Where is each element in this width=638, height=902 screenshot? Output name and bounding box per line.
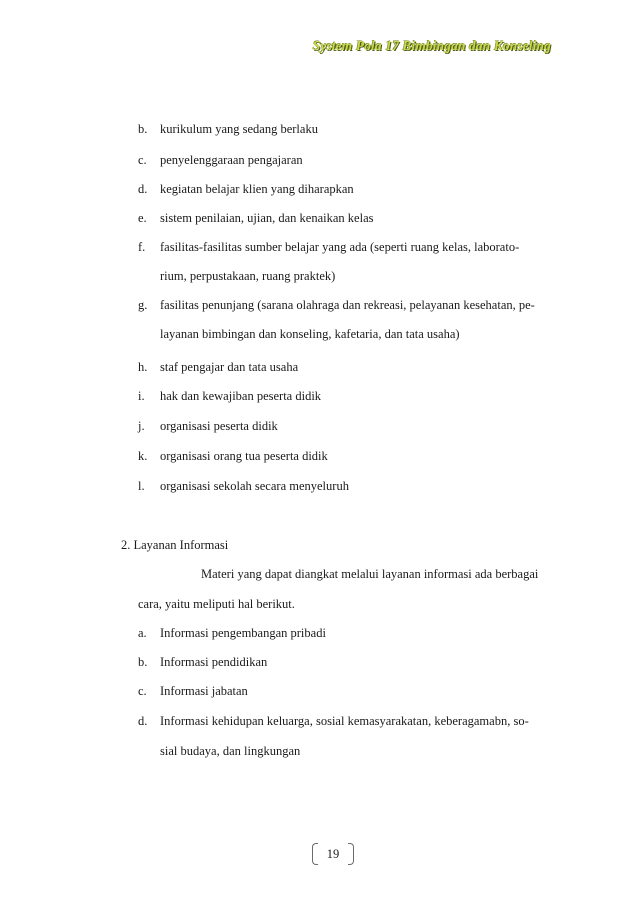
list-item-text-continued: sial budaya, dan lingkungan: [160, 744, 301, 758]
list-item-letter: k.: [138, 449, 148, 463]
list-item-text: Informasi pengembangan pribadi: [160, 626, 326, 640]
list-item-letter: e.: [138, 211, 147, 225]
list-item-letter: i.: [138, 389, 145, 403]
list-item-text: staf pengajar dan tata usaha: [160, 360, 299, 374]
list-item-text: kurikulum yang sedang berlaku: [160, 122, 318, 136]
paragraph-line: cara, yaitu meliputi hal berikut.: [138, 597, 295, 611]
page-number: 19: [326, 847, 340, 861]
right-bracket-icon: [348, 843, 354, 865]
list-item-text: Informasi jabatan: [160, 684, 248, 698]
list-item-text: hak dan kewajiban peserta didik: [160, 389, 322, 403]
list-item-text-continued: layanan bimbingan dan konseling, kafetaria, dan tata usaha): [160, 327, 460, 341]
list-item-text: organisasi sekolah secara menyeluruh: [160, 479, 349, 493]
list-item-text: kegiatan belajar klien yang diharapkan: [160, 182, 354, 196]
list-item-text: Informasi kehidupan keluarga, sosial kemasyarakatan, keberagamabn, so-: [160, 714, 529, 728]
list-item-text: sistem penilaian, ujian, dan kenaikan kelas: [160, 211, 374, 225]
list-item-letter: h.: [138, 360, 148, 374]
list-item-letter: d.: [138, 714, 148, 728]
list-item-text: penyelenggaraan pengajaran: [160, 153, 303, 167]
list-item-letter: c.: [138, 153, 147, 167]
paragraph-line: Materi yang dapat diangkat melalui layanan informasi ada berbagai: [201, 567, 539, 581]
list-item-text: organisasi orang tua peserta didik: [160, 449, 328, 463]
list-item-letter: b.: [138, 655, 148, 669]
list-item-text: fasilitas-fasilitas sumber belajar yang ada (seperti ruang kelas, laborato-: [160, 240, 520, 254]
page-number-frame: [312, 843, 354, 865]
list-item-text: fasilitas penunjang (sarana olahraga dan rekreasi, pelayanan kesehatan, pe-: [160, 298, 535, 312]
list-item-letter: j.: [138, 419, 145, 433]
running-header-title: System Pola 17 Bimbingan dan Konseling: [312, 38, 551, 53]
section-heading: 2. Layanan Informasi: [121, 538, 229, 552]
list-item-letter: b.: [138, 122, 148, 136]
list-item-text-continued: rium, perpustakaan, ruang praktek): [160, 269, 336, 283]
list-item-text: organisasi peserta didik: [160, 419, 278, 433]
list-item-letter: l.: [138, 479, 145, 493]
list-item-letter: f.: [138, 240, 146, 254]
list-item-letter: a.: [138, 626, 147, 640]
list-item-letter: g.: [138, 298, 148, 312]
list-item-letter: c.: [138, 684, 147, 698]
list-item-letter: d.: [138, 182, 148, 196]
list-item-text: Informasi pendidikan: [160, 655, 268, 669]
